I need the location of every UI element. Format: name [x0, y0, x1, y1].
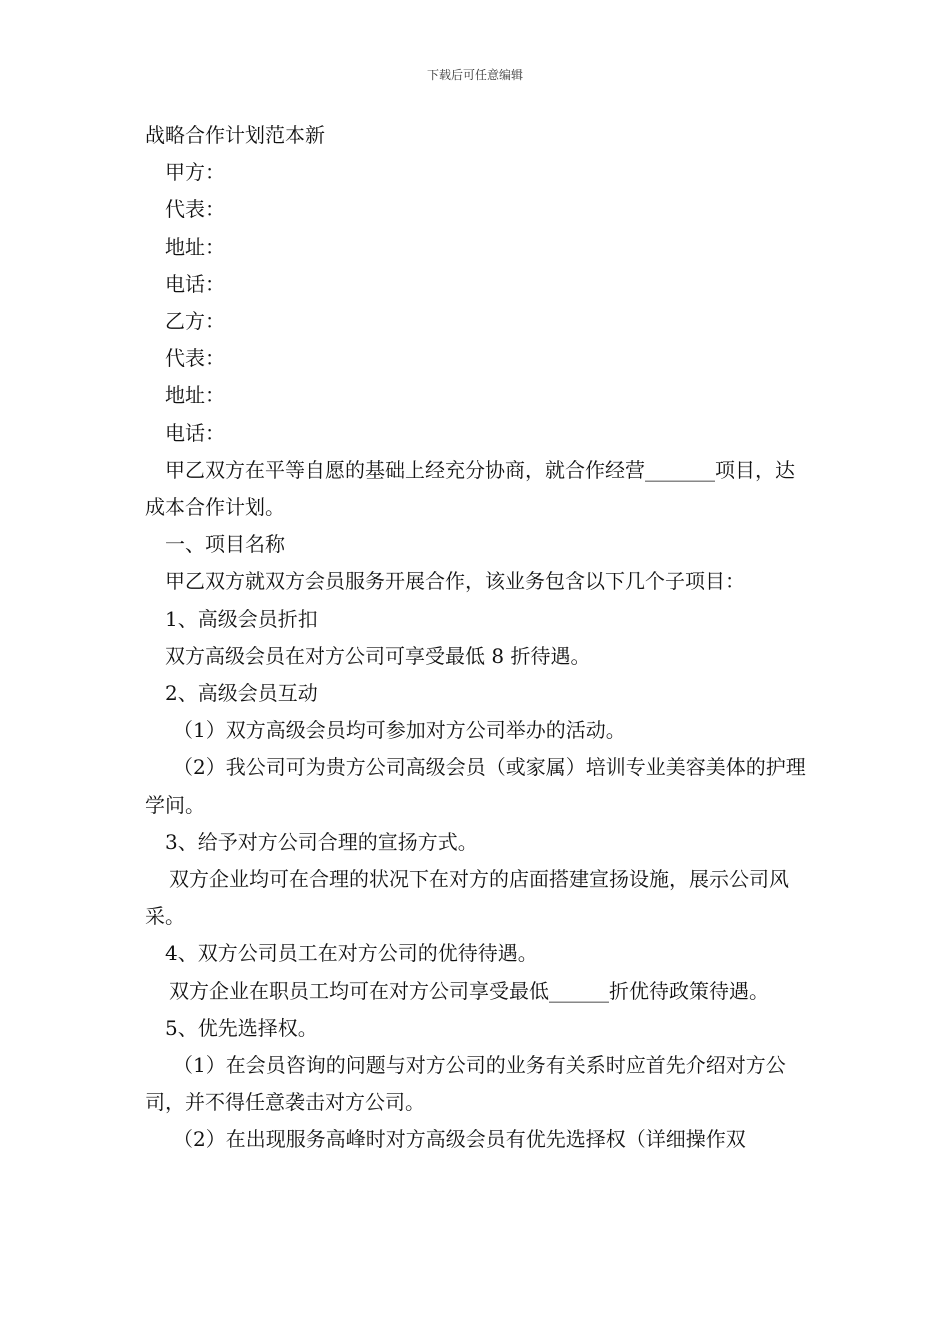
document-body: [145, 117, 810, 1159]
party-b-phone: 电话：: [165, 420, 225, 445]
party-a-rep: 代表：: [165, 197, 225, 222]
intro-text-before: 甲乙双方在平等自愿的基础上经充分协商，就合作经营: [165, 457, 645, 482]
party-b-label: 乙方：: [165, 309, 225, 334]
section1-heading: 一、项目名称: [165, 532, 285, 557]
item5-sub2: （2）在出现服务高峰时对方高级会员有优先选择权（详细操作双: [173, 1127, 746, 1152]
party-b-rep: 代表：: [165, 346, 225, 371]
item2-sub2: （2）我公司可为贵方公司高级会员（或家属）培训专业美容美体的护理学问。: [145, 755, 806, 817]
item4-text-before: 双方企业在职员工均可在对方公司享受最低: [169, 978, 549, 1003]
section1-text: 甲乙双方就双方会员服务开展合作，该业务包含以下几个子项目：: [165, 569, 745, 594]
item4-text-after: 折优待政策待遇。: [609, 978, 769, 1003]
party-a-label: 甲方：: [165, 160, 225, 185]
item4-paragraph: [145, 973, 810, 1010]
item4-title: 4、双方公司员工在对方公司的优待待遇。: [165, 941, 538, 966]
item5-sub1: （1）在会员咨询的问题与对方公司的业务有关系时应首先介绍对方公司，并不得任意袭击对方公司。: [145, 1053, 786, 1115]
header-note: 下载后可任意编辑: [426, 68, 523, 82]
intro-paragraph: [145, 452, 810, 526]
party-b-addr: 地址：: [165, 383, 225, 408]
item3-text: 双方企业均可在合理的状况下在对方的店面搭建宣扬设施，展示公司风采。: [145, 867, 789, 929]
item1-text: 双方高级会员在对方公司可享受最低 8 折待遇。: [165, 643, 591, 668]
party-a-phone: 电话：: [165, 271, 225, 296]
party-a-addr: 地址：: [165, 234, 225, 259]
item3-title: 3、给予对方公司合理的宣扬方式。: [165, 829, 478, 854]
item2-title: 2、高级会员互动: [165, 681, 318, 706]
intro-text-after: 项目，达成本合作计划。: [145, 457, 795, 520]
item5-title: 5、优先选择权。: [165, 1015, 318, 1040]
item4-blank: ______: [549, 978, 609, 1003]
item1-title: 1、高级会员折扣: [165, 606, 318, 631]
intro-blank: _______: [645, 457, 715, 482]
document-title: 战略合作计划范本新: [145, 123, 325, 147]
item2-sub1: （1）双方高级会员均可参加对方公司举办的活动。: [173, 718, 626, 743]
